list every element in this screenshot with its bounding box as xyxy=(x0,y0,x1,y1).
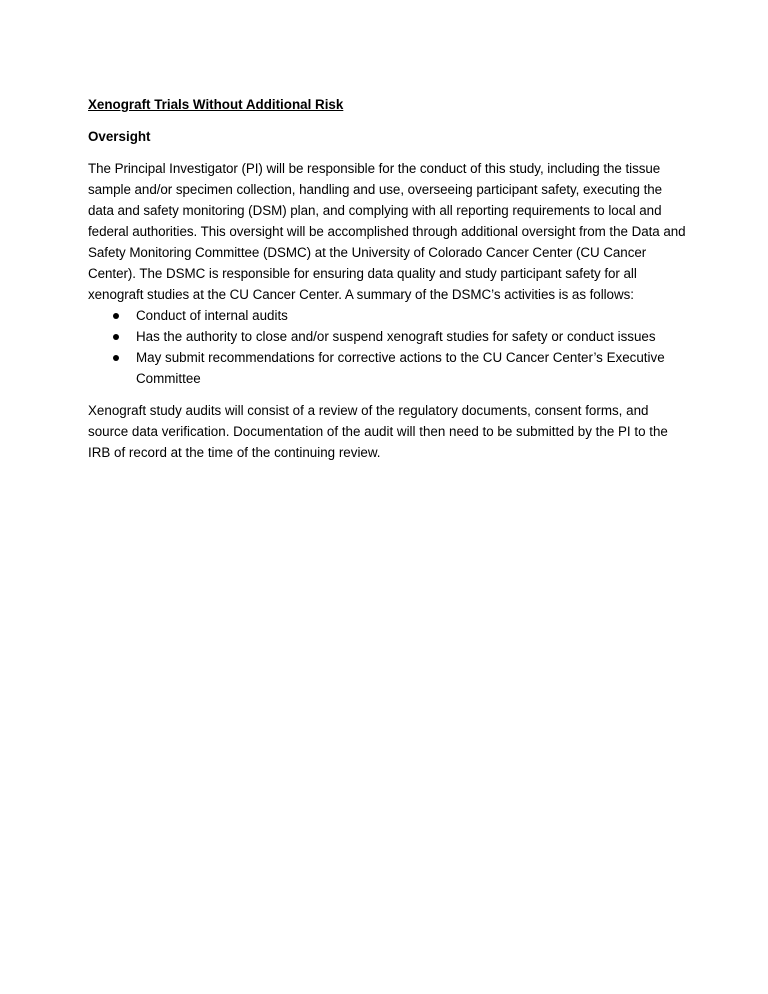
list-item-text: Conduct of internal audits xyxy=(136,308,288,323)
list-item-text: Has the authority to close and/or suspend xenograft studies for safety or conduct issues xyxy=(136,329,656,344)
bullet-icon xyxy=(113,334,119,340)
document-title: Xenograft Trials Without Additional Risk xyxy=(88,97,344,112)
bullet-icon xyxy=(113,355,119,361)
audit-paragraph: Xenograft study audits will consist of a review of the regulatory documents, consent forms, and source data verification. Documentation of the audit will then need to be submitted by the PI to the IRB of record at the time of the continuing review. xyxy=(88,403,668,460)
document-body xyxy=(88,94,688,463)
oversight-paragraph: The Principal Investigator (PI) will be responsible for the conduct of this study, including the tissue sample and/or specimen collection, handling and use, overseeing participant safety, executing the data and safety monitoring (DSM) plan, and complying with all reporting requirements to local and federal authorities. This oversight will be accomplished through additional oversight from the Data and Safety Monitoring Committee (DSMC) at the University of Colorado Cancer Center (CU Cancer Center). The DSMC is responsible for ensuring data quality and study participant safety for all xenograft studies at the CU Cancer Center. A summary of the DSMC’s activities is as follows: xyxy=(88,161,686,302)
dsmc-activities-list xyxy=(88,305,688,389)
list-item xyxy=(88,347,688,389)
list-item-text: May submit recommendations for corrective actions to the CU Cancer Center’s Executive Committee xyxy=(136,350,665,386)
list-item xyxy=(88,326,688,347)
bullet-icon xyxy=(113,313,119,319)
section-heading-oversight: Oversight xyxy=(88,129,151,144)
list-item xyxy=(88,305,688,326)
